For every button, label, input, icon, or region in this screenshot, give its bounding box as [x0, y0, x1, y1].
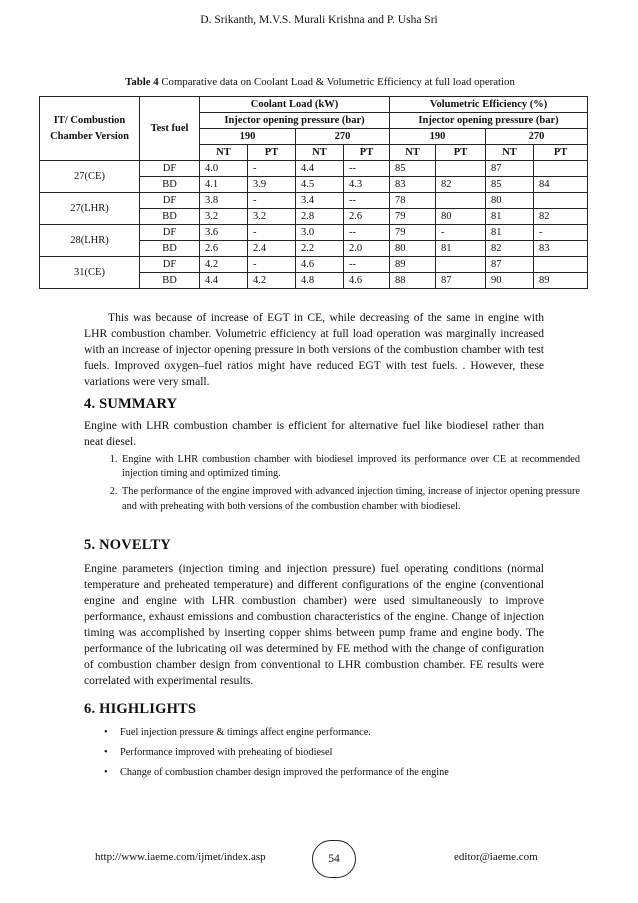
- row-value-cell: 80: [390, 241, 436, 257]
- row-value-cell: 3.6: [200, 225, 248, 241]
- row-value-cell: 83: [534, 241, 588, 257]
- col-header-nt: NT: [200, 145, 248, 161]
- col-header-volumetric-efficiency: Volumetric Efficiency (%): [390, 97, 588, 113]
- highlight-text: Change of combustion chamber design improved the performance of the engine: [120, 767, 449, 778]
- row-value-cell: -: [248, 257, 296, 273]
- row-value-cell: 2.6: [344, 209, 390, 225]
- row-value-cell: 4.6: [344, 273, 390, 289]
- row-value-cell: 84: [534, 177, 588, 193]
- row-value-cell: 78: [390, 193, 436, 209]
- editor-email-link[interactable]: editor@iaeme.com: [454, 851, 538, 863]
- col-header-nt: NT: [390, 145, 436, 161]
- row-value-cell: --: [344, 161, 390, 177]
- row-value-cell: --: [344, 225, 390, 241]
- table-row: [40, 161, 588, 177]
- table-row: [40, 193, 588, 209]
- comparative-data-table: [39, 96, 588, 289]
- row-value-cell: [534, 161, 588, 177]
- row-value-cell: 4.0: [200, 161, 248, 177]
- row-value-cell: 2.8: [296, 209, 344, 225]
- col-header-iop-vol: Injector opening pressure (bar): [390, 113, 588, 129]
- col-header-270-vol: 270: [486, 129, 588, 145]
- table-caption-text: Comparative data on Coolant Load & Volumetric Efficiency at full load operation: [158, 76, 515, 88]
- row-value-cell: 3.8: [200, 193, 248, 209]
- row-value-cell: [436, 257, 486, 273]
- row-value-cell: 81: [486, 225, 534, 241]
- bullet-icon: •: [104, 767, 108, 778]
- highlight-item: [104, 766, 580, 780]
- col-header-version: IT/ Combustion Chamber Version: [40, 97, 140, 161]
- row-value-cell: 81: [436, 241, 486, 257]
- row-value-cell: 83: [390, 177, 436, 193]
- row-value-cell: 89: [390, 257, 436, 273]
- row-value-cell: 89: [534, 273, 588, 289]
- summary-list-item: 2. The performance of the engine improved with advanced injection timing, increase of injector opening pressure and with preheating with both versions of the combustion chamber with biodiesel.: [120, 485, 580, 513]
- row-fuel-cell: BD: [140, 209, 200, 225]
- col-header-190-coolant: 190: [200, 129, 296, 145]
- col-header-coolant-load: Coolant Load (kW): [200, 97, 390, 113]
- row-fuel-cell: DF: [140, 225, 200, 241]
- summary-heading: 4. SUMMARY: [84, 396, 178, 412]
- row-value-cell: -: [534, 225, 588, 241]
- col-header-pt: PT: [344, 145, 390, 161]
- row-fuel-cell: BD: [140, 177, 200, 193]
- row-value-cell: [436, 161, 486, 177]
- row-version-cell: 27(CE): [40, 161, 140, 193]
- table-caption: [30, 76, 610, 88]
- row-fuel-cell: BD: [140, 273, 200, 289]
- row-value-cell: -: [248, 225, 296, 241]
- row-fuel-cell: DF: [140, 193, 200, 209]
- row-value-cell: 82: [534, 209, 588, 225]
- row-fuel-cell: BD: [140, 241, 200, 257]
- row-value-cell: 82: [436, 177, 486, 193]
- col-header-pt: PT: [248, 145, 296, 161]
- results-paragraph: This was because of increase of EGT in CE, while decreasing of the same in engine with LHR combustion chamber. Volumetric efficiency at full load operation was marginally increased with an increase of injector opening pressure in both versions of the combustion chamber with test fuels. Improved oxygen–fuel ratios might have reduced EGT with test fuels. . However, these variations were very small.: [84, 311, 544, 388]
- col-header-nt: NT: [486, 145, 534, 161]
- row-value-cell: 85: [390, 161, 436, 177]
- summary-list-item: 1. Engine with LHR combustion chamber with biodiesel improved its performance over CE at recommended injection timing and optimized timing.: [120, 453, 580, 481]
- row-value-cell: -: [436, 225, 486, 241]
- journal-url-link[interactable]: http://www.iaeme.com/ijmet/index.asp: [95, 851, 266, 863]
- row-value-cell: 4.4: [200, 273, 248, 289]
- row-value-cell: 87: [436, 273, 486, 289]
- row-fuel-cell: DF: [140, 257, 200, 273]
- col-header-pt: PT: [436, 145, 486, 161]
- table-row: [40, 257, 588, 273]
- highlights-list: [84, 726, 580, 786]
- highlights-heading: 6. HIGHLIGHTS: [84, 701, 197, 717]
- row-value-cell: 4.4: [296, 161, 344, 177]
- row-value-cell: --: [344, 193, 390, 209]
- row-version-cell: 31(CE): [40, 257, 140, 289]
- row-value-cell: [436, 193, 486, 209]
- col-header-190-vol: 190: [390, 129, 486, 145]
- highlight-item: [104, 726, 580, 740]
- col-header-pt: PT: [534, 145, 588, 161]
- table-row: [40, 225, 588, 241]
- row-value-cell: 2.2: [296, 241, 344, 257]
- row-value-cell: 2.0: [344, 241, 390, 257]
- row-value-cell: 87: [486, 257, 534, 273]
- row-value-cell: --: [344, 257, 390, 273]
- row-value-cell: 4.2: [248, 273, 296, 289]
- row-version-cell: 27(LHR): [40, 193, 140, 225]
- row-value-cell: 4.2: [200, 257, 248, 273]
- row-value-cell: 88: [390, 273, 436, 289]
- row-value-cell: 87: [486, 161, 534, 177]
- running-header: D. Srikanth, M.V.S. Murali Krishna and P. Usha Sri: [200, 14, 438, 26]
- row-value-cell: 81: [486, 209, 534, 225]
- novelty-heading: 5. NOVELTY: [84, 537, 171, 553]
- row-value-cell: 4.5: [296, 177, 344, 193]
- highlight-text: Fuel injection pressure & timings affect engine performance.: [120, 727, 371, 738]
- row-value-cell: 80: [436, 209, 486, 225]
- highlight-text: Performance improved with preheating of biodiesel: [120, 747, 333, 758]
- row-version-cell: 28(LHR): [40, 225, 140, 257]
- row-value-cell: -: [248, 193, 296, 209]
- row-value-cell: 80: [486, 193, 534, 209]
- row-value-cell: 3.0: [296, 225, 344, 241]
- row-value-cell: 82: [486, 241, 534, 257]
- row-value-cell: 79: [390, 209, 436, 225]
- col-header-nt: NT: [296, 145, 344, 161]
- bullet-icon: •: [104, 727, 108, 738]
- row-value-cell: 3.2: [200, 209, 248, 225]
- col-header-test-fuel: Test fuel: [140, 97, 200, 161]
- row-value-cell: 2.4: [248, 241, 296, 257]
- summary-list: [84, 453, 580, 518]
- col-header-270-coolant: 270: [296, 129, 390, 145]
- row-fuel-cell: DF: [140, 161, 200, 177]
- row-value-cell: 3.9: [248, 177, 296, 193]
- bullet-icon: •: [104, 747, 108, 758]
- row-value-cell: [534, 193, 588, 209]
- row-value-cell: 3.2: [248, 209, 296, 225]
- row-value-cell: 4.1: [200, 177, 248, 193]
- row-value-cell: 79: [390, 225, 436, 241]
- novelty-paragraph: Engine parameters (injection timing and injection pressure) fuel operating conditions (normal temperature and preheated temperature) and different configurations of the engine (conventional engine and engine with LHR combustion chamber) were used simultaneously to improve performance, exhaust emissions and combustion characteristics of the engine. Change of injection timing was accomplished by inserting copper shims between pump frame and engine body. The performance of the lubricating oil was determined by FE method with the change of configuration of combustion chamber design from conventional to LHR combustion chamber. FE results were correlated with experimental results.: [84, 562, 544, 687]
- row-value-cell: -: [248, 161, 296, 177]
- summary-paragraph: Engine with LHR combustion chamber is efficient for alternative fuel like biodiesel rather than neat diesel.: [84, 419, 544, 448]
- row-value-cell: 90: [486, 273, 534, 289]
- col-header-iop-coolant: Injector opening pressure (bar): [200, 113, 390, 129]
- row-value-cell: 85: [486, 177, 534, 193]
- highlight-item: [104, 746, 580, 760]
- page-number: 54: [312, 840, 356, 878]
- row-value-cell: [534, 257, 588, 273]
- row-value-cell: 2.6: [200, 241, 248, 257]
- row-value-cell: 4.6: [296, 257, 344, 273]
- row-value-cell: 4.8: [296, 273, 344, 289]
- table-body: [40, 161, 588, 289]
- row-value-cell: 3.4: [296, 193, 344, 209]
- table-caption-label: Table 4: [125, 76, 159, 88]
- row-value-cell: 4.3: [344, 177, 390, 193]
